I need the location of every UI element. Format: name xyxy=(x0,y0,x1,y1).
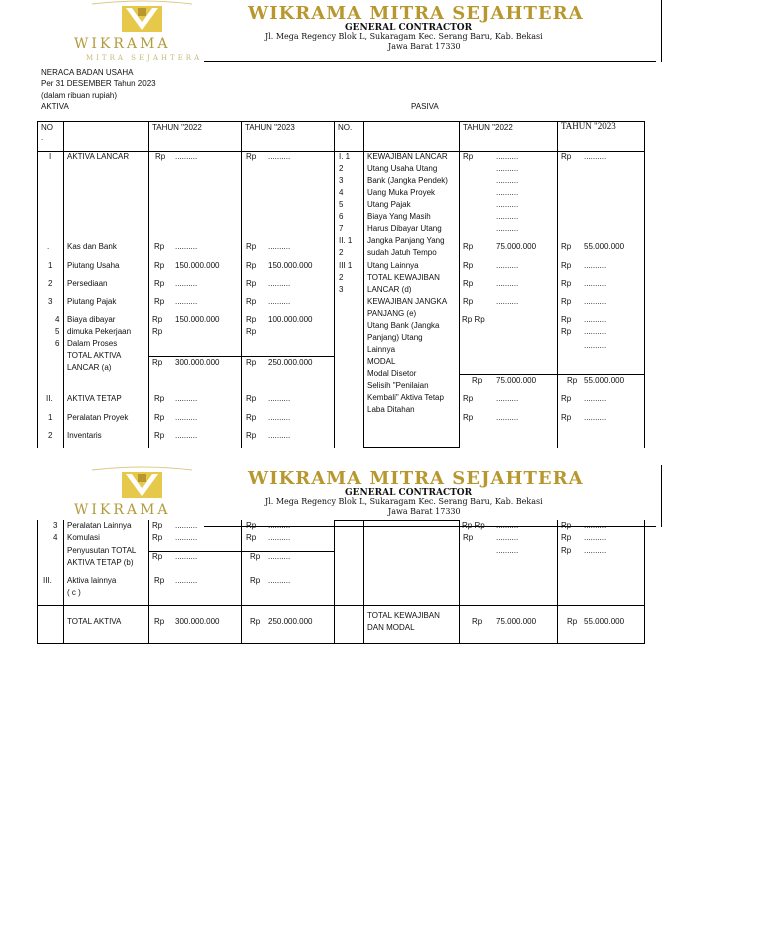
grid-line xyxy=(241,121,242,448)
cell-text: .......... xyxy=(496,261,519,270)
company-name: WIKRAMA MITRA SEJAHTERA xyxy=(248,468,584,489)
cell-text: AKTIVA TETAP xyxy=(67,394,122,403)
cell-text: 3 xyxy=(48,297,53,306)
cell-text: 300.000.000 xyxy=(175,358,220,367)
cell-text: DAN MODAL xyxy=(367,623,415,632)
header-tahun-2023: TAHUN "2023 xyxy=(245,123,295,132)
cell-text: Piutang Usaha xyxy=(67,261,120,270)
grid-line xyxy=(459,520,460,644)
header-tahun-2023-b: TAHUN "2023 xyxy=(561,121,616,131)
cell-text: .......... xyxy=(496,279,519,288)
cell-text: 100.000.000 xyxy=(268,315,313,324)
cell-text: Rp xyxy=(246,521,257,530)
cell-text: Rp xyxy=(154,394,165,403)
grid-line xyxy=(459,121,460,448)
cell-text: Lainnya xyxy=(367,345,396,354)
grid-line xyxy=(148,520,149,644)
cell-text: Rp xyxy=(567,617,578,626)
grid-line xyxy=(334,121,335,448)
cell-text: Rp xyxy=(246,297,257,306)
cell-text: II. 1 xyxy=(339,236,353,245)
cell-text: .......... xyxy=(584,152,607,161)
letterhead-edge xyxy=(661,0,662,62)
cell-text: Rp xyxy=(246,327,257,336)
cell-text: .......... xyxy=(584,413,607,422)
cell-text: 150.000.000 xyxy=(175,261,220,270)
cell-text: Rp xyxy=(154,261,165,270)
grid-line xyxy=(241,520,242,644)
grid-line xyxy=(363,520,364,644)
cell-text: 6 xyxy=(339,212,344,221)
cell-text: KEWAJIBAN LANCAR xyxy=(367,152,448,161)
cell-text: .......... xyxy=(584,261,607,270)
cell-text: Rp xyxy=(154,242,165,251)
cell-text: Komulasi xyxy=(67,533,100,542)
cell-text: 250.000.000 xyxy=(268,358,313,367)
grid-line xyxy=(63,121,64,448)
header-tahun-2022: TAHUN "2022 xyxy=(152,123,202,132)
cell-text: Rp xyxy=(152,327,163,336)
cell-text: LANCAR (d) xyxy=(367,285,412,294)
cell-text: Rp xyxy=(561,327,572,336)
grid-line xyxy=(334,520,459,521)
cell-text: Modal Disetor xyxy=(367,369,417,378)
cell-text: .......... xyxy=(584,327,607,336)
cell-text: Rp xyxy=(154,617,165,626)
company-address: Jl. Mega Regency Blok L, Sukaragam Kec. Serang Baru, Kab. Bekasi xyxy=(265,497,543,506)
cell-text: Inventaris xyxy=(67,431,102,440)
cell-text: ( c ) xyxy=(67,588,81,597)
cell-text: Piutang Pajak xyxy=(67,297,117,306)
cell-text: .......... xyxy=(584,279,607,288)
cell-text: Rp xyxy=(561,533,572,542)
cell-text: 150.000.000 xyxy=(175,315,220,324)
cell-text: 1 xyxy=(48,413,53,422)
cell-text: 2 xyxy=(339,273,344,282)
cell-text: Rp xyxy=(152,521,163,530)
cell-text: Persediaan xyxy=(67,279,108,288)
cell-text: TOTAL KEWAJIBAN xyxy=(367,273,440,282)
cell-text: KEWAJIBAN JANGKA xyxy=(367,297,448,306)
doc-unit: (dalam ribuan rupiah) xyxy=(41,91,118,100)
cell-text: .......... xyxy=(268,521,291,530)
logo-word: WIKRAMA xyxy=(74,502,171,518)
cell-text: .......... xyxy=(496,297,519,306)
company-address: Jl. Mega Regency Blok L, Sukaragam Kec. Serang Baru, Kab. Bekasi xyxy=(265,32,543,41)
cell-text: Rp xyxy=(250,552,261,561)
cell-text: dimuka Pekerjaan xyxy=(67,327,132,336)
cell-text: .......... xyxy=(584,315,607,324)
cell-text: Jangka Panjang Yang xyxy=(367,236,445,245)
cell-text: Rp xyxy=(246,261,257,270)
cell-text: Peralatan Proyek xyxy=(67,413,129,422)
cell-text: Rp xyxy=(246,431,257,440)
cell-text: .......... xyxy=(496,546,519,555)
cell-text: sudah Jatuh Tempo xyxy=(367,248,437,257)
cell-text: Rp xyxy=(463,297,474,306)
cell-text: .......... xyxy=(175,576,198,585)
cell-text: Rp xyxy=(152,358,163,367)
cell-text: I. 1 xyxy=(339,152,351,161)
grid-line xyxy=(63,520,64,644)
grid-line xyxy=(557,520,558,644)
cell-text: Rp Rp xyxy=(462,521,485,530)
cell-text: Rp xyxy=(250,576,261,585)
cell-text: .......... xyxy=(496,164,519,173)
cell-text: III. xyxy=(43,576,52,585)
cell-text: Kembali" Aktiva Tetap xyxy=(367,393,444,402)
grid-line xyxy=(644,121,645,448)
cell-text: Rp xyxy=(463,394,474,403)
cell-text: TOTAL AKTIVA xyxy=(67,617,122,626)
cell-text: Rp xyxy=(154,576,165,585)
aktiva-label: AKTIVA xyxy=(41,102,69,111)
cell-text: 3 xyxy=(339,285,344,294)
doc-title: NERACA BADAN USAHA xyxy=(41,68,134,77)
cell-text: Rp xyxy=(246,394,257,403)
cell-text: PANJANG (e) xyxy=(367,309,417,318)
cell-text: .......... xyxy=(175,521,198,530)
cell-text: Rp xyxy=(155,152,166,161)
cell-text: I xyxy=(49,152,52,161)
cell-text: .......... xyxy=(584,521,607,530)
cell-text: .......... xyxy=(175,413,198,422)
cell-text: 55.000.000 xyxy=(584,617,625,626)
cell-text: Rp xyxy=(246,242,257,251)
grid-line xyxy=(557,121,558,448)
cell-text: 75.000.000 xyxy=(496,617,537,626)
cell-text: AKTIVA TETAP (b) xyxy=(67,558,134,567)
cell-text: Rp xyxy=(246,358,257,367)
cell-text: III 1 xyxy=(339,261,353,270)
cell-text: Rp xyxy=(561,546,572,555)
cell-text: .......... xyxy=(496,521,519,530)
cell-text: Utang Pajak xyxy=(367,200,411,209)
cell-text: Utang Lainnya xyxy=(367,261,419,270)
cell-text: 4 xyxy=(339,188,344,197)
cell-text: .......... xyxy=(268,576,291,585)
grid-line xyxy=(37,121,38,448)
doc-period: Per 31 DESEMBER Tahun 2023 xyxy=(41,79,156,88)
header-no: NO xyxy=(41,123,53,132)
cell-text: Rp xyxy=(561,279,572,288)
cell-text: Panjang) Utang xyxy=(367,333,423,342)
cell-text: Utang Usaha Utang xyxy=(367,164,438,173)
cell-text: .......... xyxy=(584,297,607,306)
cell-text: .......... xyxy=(268,533,291,542)
cell-text: Rp xyxy=(154,279,165,288)
cell-text: Rp xyxy=(463,152,474,161)
cell-text: 6 xyxy=(55,339,60,348)
cell-text: .......... xyxy=(268,552,291,561)
grid-line xyxy=(644,520,645,644)
cell-text: .......... xyxy=(496,200,519,209)
cell-text: .......... xyxy=(496,188,519,197)
cell-text: 75.000.000 xyxy=(496,242,537,251)
cell-text: Rp xyxy=(246,315,257,324)
cell-text: Rp xyxy=(561,394,572,403)
cell-text: .......... xyxy=(175,242,198,251)
cell-text: TOTAL KEWAJIBAN xyxy=(367,611,440,620)
grid-line xyxy=(148,121,149,448)
logo-sub: MITRA SEJAHTERA xyxy=(86,54,203,62)
cell-text: .......... xyxy=(175,431,198,440)
cell-text: Rp xyxy=(154,413,165,422)
cell-text: 4 xyxy=(55,315,60,324)
cell-text: .......... xyxy=(175,394,198,403)
cell-text: II. xyxy=(46,394,53,403)
grid-line xyxy=(363,121,364,448)
cell-text: Rp xyxy=(246,279,257,288)
cell-text: . xyxy=(47,242,50,251)
cell-text: 5 xyxy=(339,200,344,209)
cell-text: 2 xyxy=(339,248,344,257)
cell-text: Rp xyxy=(463,279,474,288)
cell-text: .......... xyxy=(175,533,198,542)
logo-word: WIKRAMA xyxy=(74,36,171,52)
cell-text: 2 xyxy=(339,164,344,173)
cell-text: 4 xyxy=(53,533,58,542)
company-subtitle: GENERAL CONTRACTOR xyxy=(345,23,473,33)
cell-text: 300.000.000 xyxy=(175,617,220,626)
grid-line xyxy=(334,520,335,644)
cell-text: Rp xyxy=(561,413,572,422)
cell-text: Rp xyxy=(246,152,257,161)
cell-text: Rp xyxy=(154,297,165,306)
cell-text: .......... xyxy=(268,152,291,161)
letterhead-edge xyxy=(661,465,662,527)
grid-line xyxy=(37,121,645,122)
cell-text: .......... xyxy=(496,533,519,542)
cell-text: Rp xyxy=(561,521,572,530)
cell-text: Rp xyxy=(561,152,572,161)
cell-text: Biaya dibayar xyxy=(67,315,116,324)
cell-text: .......... xyxy=(175,297,198,306)
pasiva-label: PASIVA xyxy=(411,102,439,111)
cell-text: Rp xyxy=(246,533,257,542)
company-address-2: Jawa Barat 17330 xyxy=(388,42,461,51)
cell-text: .......... xyxy=(268,394,291,403)
cell-text: 5 xyxy=(55,327,60,336)
cell-text: 3 xyxy=(53,521,58,530)
cell-text: LANCAR (a) xyxy=(67,363,112,372)
cell-text: .......... xyxy=(268,413,291,422)
cell-text: Rp xyxy=(152,315,163,324)
cell-text: TOTAL AKTIVA xyxy=(67,351,122,360)
cell-text: .......... xyxy=(584,341,607,350)
cell-text: 7 xyxy=(339,224,344,233)
cell-text: .......... xyxy=(496,394,519,403)
cell-text: .......... xyxy=(496,176,519,185)
cell-text: MODAL xyxy=(367,357,396,366)
cell-text: .......... xyxy=(175,279,198,288)
cell-text: Rp xyxy=(472,376,483,385)
cell-text: .......... xyxy=(268,431,291,440)
cell-text: Uang Muka Proyek xyxy=(367,188,436,197)
cell-text: .......... xyxy=(496,152,519,161)
grid-line xyxy=(37,605,645,606)
cell-text: Rp xyxy=(152,533,163,542)
cell-text: .......... xyxy=(584,394,607,403)
cell-text: .......... xyxy=(584,533,607,542)
cell-text: 55.000.000 xyxy=(584,376,625,385)
cell-text: Rp xyxy=(561,261,572,270)
cell-text: 75.000.000 xyxy=(496,376,537,385)
cell-text: Bank (Jangka Pendek) xyxy=(367,176,448,185)
cell-text: Peralatan Lainnya xyxy=(67,521,132,530)
cell-text: Rp xyxy=(472,617,483,626)
grid-line xyxy=(37,520,38,644)
cell-text: .......... xyxy=(268,242,291,251)
letterhead-rule xyxy=(204,61,656,62)
company-name: WIKRAMA MITRA SEJAHTERA xyxy=(248,3,584,24)
cell-text: Rp xyxy=(567,376,578,385)
cell-text: Rp xyxy=(250,617,261,626)
cell-text: AKTIVA LANCAR xyxy=(67,152,130,161)
wikrama-logo-icon xyxy=(82,0,202,36)
cell-text: 2 xyxy=(48,279,53,288)
cell-text: .......... xyxy=(175,552,198,561)
header-tahun-2022-b: TAHUN "2022 xyxy=(463,123,513,132)
cell-text: Rp xyxy=(154,431,165,440)
cell-text: Rp xyxy=(463,413,474,422)
grid-line xyxy=(37,643,645,644)
cell-text: 3 xyxy=(339,176,344,185)
cell-text: Aktiva lainnya xyxy=(67,576,117,585)
cell-text: Kas dan Bank xyxy=(67,242,117,251)
cell-text: Rp xyxy=(246,413,257,422)
cell-text: .......... xyxy=(584,546,607,555)
cell-text: Selisih "Penilaian xyxy=(367,381,429,390)
cell-text: Rp xyxy=(561,315,572,324)
cell-text: Harus Dibayar Utang xyxy=(367,224,442,233)
cell-text: 250.000.000 xyxy=(268,617,313,626)
company-subtitle: GENERAL CONTRACTOR xyxy=(345,488,473,498)
cell-text: Rp xyxy=(561,297,572,306)
cell-text: 1 xyxy=(48,261,53,270)
grid-line xyxy=(363,447,459,448)
cell-text: Rp xyxy=(152,552,163,561)
header-no-2: NO. xyxy=(338,123,353,132)
cell-text: Dalam Proses xyxy=(67,339,118,348)
cell-text: 150.000.000 xyxy=(268,261,313,270)
cell-text: .......... xyxy=(496,212,519,221)
cell-text: Utang Bank (Jangka xyxy=(367,321,440,330)
cell-text: 55.000.000 xyxy=(584,242,625,251)
cell-text: Rp xyxy=(463,242,474,251)
company-address-2: Jawa Barat 17330 xyxy=(388,507,461,516)
cell-text: Rp xyxy=(561,242,572,251)
cell-text: Biaya Yang Masih xyxy=(367,212,431,221)
cell-text: .......... xyxy=(268,297,291,306)
cell-text: Penyusutan TOTAL xyxy=(67,546,137,555)
cell-text: .......... xyxy=(268,279,291,288)
wikrama-logo-icon xyxy=(82,466,202,502)
cell-text: .......... xyxy=(496,413,519,422)
cell-text: Laba Ditahan xyxy=(367,405,415,414)
cell-text: Rp xyxy=(463,533,474,542)
cell-text: Rp xyxy=(463,261,474,270)
cell-text: .......... xyxy=(496,224,519,233)
cell-text: 2 xyxy=(48,431,53,440)
cell-text: .......... xyxy=(175,152,198,161)
cell-text: Rp Rp xyxy=(462,315,485,324)
header-no-dot: . xyxy=(41,133,44,142)
